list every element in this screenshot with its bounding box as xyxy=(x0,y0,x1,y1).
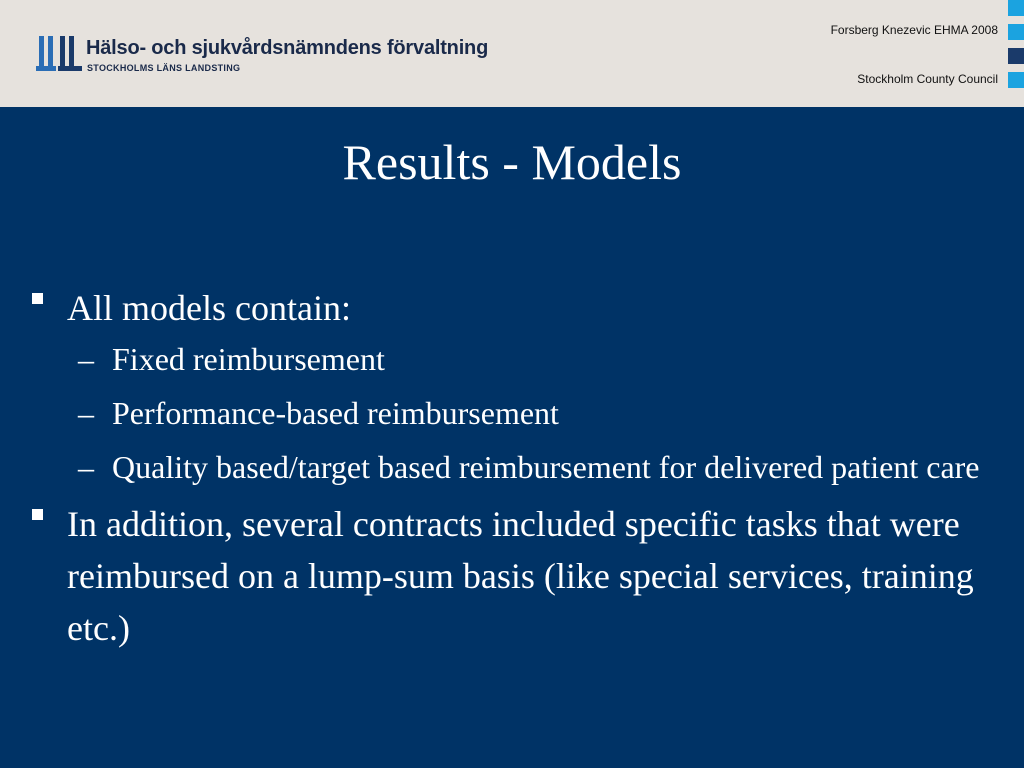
dash-marker: – xyxy=(78,395,94,431)
sll-logo-icon xyxy=(36,36,84,74)
council-label: Stockholm County Council xyxy=(857,72,998,86)
sub-bullet-text: Performance-based reimbursement xyxy=(112,395,559,431)
bullet-text: In addition, several contracts included specific tasks that were reimbursed on a lump-sum basis (like special services, training etc.) xyxy=(67,504,974,648)
decorative-squares xyxy=(1008,0,1024,108)
bullet-item xyxy=(30,498,990,654)
square-3 xyxy=(1008,48,1024,64)
square-4 xyxy=(1008,72,1024,88)
slide-body xyxy=(30,282,990,662)
square-bullet-icon xyxy=(32,293,43,304)
sub-bullet-list xyxy=(30,336,990,490)
slide-header xyxy=(0,0,1024,107)
sub-bullet-text: Quality based/target based reimbursement for delivered patient care xyxy=(112,449,980,485)
sub-bullet-item xyxy=(30,444,990,490)
dash-marker: – xyxy=(78,449,94,485)
square-2 xyxy=(1008,24,1024,40)
sub-bullet-text: Fixed reimbursement xyxy=(112,341,385,377)
bullet-text: All models contain: xyxy=(67,288,351,328)
organization-name: Hälso- och sjukvårdsnämndens förvaltning xyxy=(86,37,489,59)
bullet-item xyxy=(30,282,990,334)
dash-marker: – xyxy=(78,341,94,377)
sub-bullet-item xyxy=(30,336,990,382)
square-1 xyxy=(1008,0,1024,16)
slide-title: Results - Models xyxy=(342,134,682,190)
square-bullet-icon xyxy=(32,509,43,520)
author-event-label: Forsberg Knezevic EHMA 2008 xyxy=(830,23,998,37)
organization-subtitle: STOCKHOLMS LÄNS LANDSTING xyxy=(87,63,241,73)
sub-bullet-item xyxy=(30,390,990,436)
